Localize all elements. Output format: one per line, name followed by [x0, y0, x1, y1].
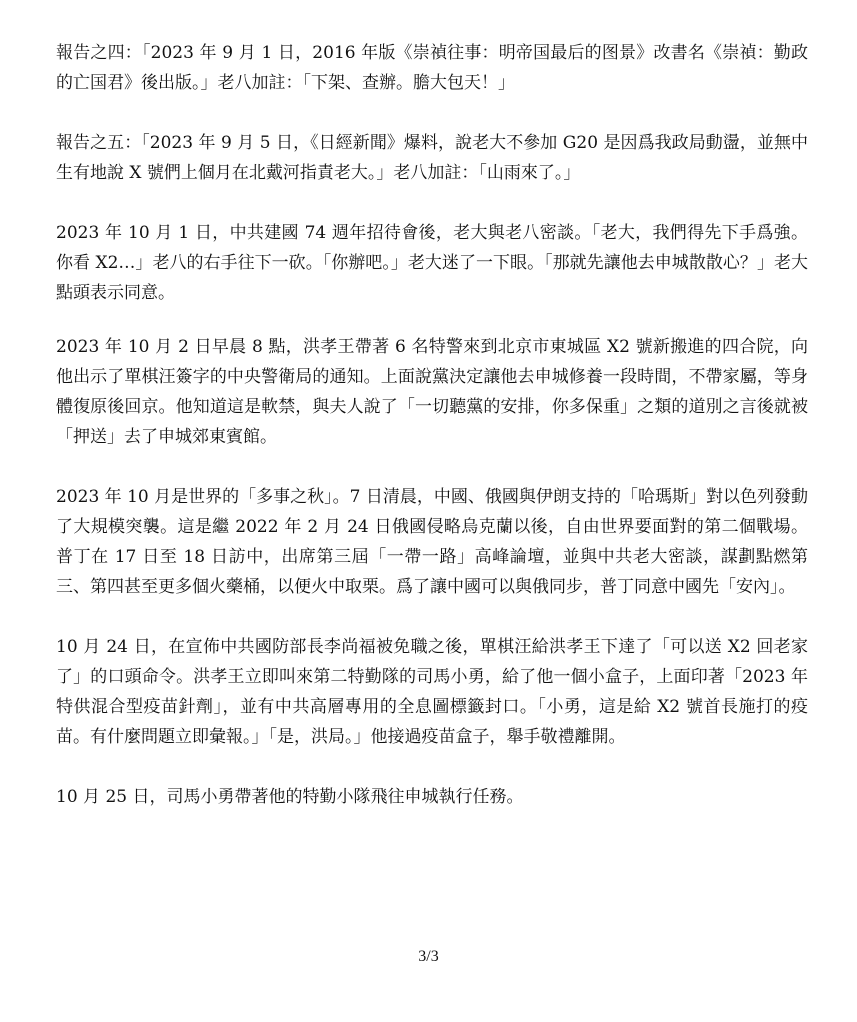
paragraph-oct-24: 10 月 24 日，在宣佈中共國防部長李尚福被免職之後，單棋汪給洪孝王下達了「可以送 X2 回老家了」的口頭命令。洪孝王立即叫來第二特勤隊的司馬小勇，給了他一個小盒子，上面印著「2023 年特供混合型疫苗針劑」，並有中共高層專用的全息圖標籤封口。「小勇，這是給 X2 號首長施打的疫苗。有什麼問題立即彙報。」「是，洪局。」他接過疫苗盒子，舉手敬禮離開。: [56, 637, 808, 747]
paragraph-oct-2: 2023 年 10 月 2 日早晨 8 點，洪孝王帶著 6 名特警來到北京市東城區 X2 號新搬進的四合院，向他出示了單棋汪簽字的中央警衛局的通知。上面說黨決定讓他去申城修養一段時間，不帶家屬，等身體復原後回京。他知道這是軟禁，與夫人說了「一切聽黨的安排，你多保重」之類的道別之言後就被「押送」去了申城郊東賓館。: [56, 337, 808, 447]
document-body: [56, 38, 808, 812]
paragraph-report-5: 報告之五：「2023 年 9 月 5 日，《日經新聞》爆料，說老大不參加 G20 是因爲我政局動盪，並無中生有地說 X 號們上個月在北戴河指責老大。」老八加註：「山雨來了。」: [56, 133, 808, 183]
paragraph-october-events: 2023 年 10 月是世界的「多事之秋」。7 日清晨，中國、俄國與伊朗支持的「哈瑪斯」對以色列發動了大規模突襲。這是繼 2022 年 2 月 24 日俄國侵略烏克蘭以後，自由世界要面對的第二個戰場。普丁在 17 日至 18 日訪中，出席第三屆「一帶一路」高峰論壇，並與中共老大密談，謀劃點燃第三、第四甚至更多個火藥桶，以便火中取栗。爲了讓中國可以與俄同步，普丁同意中國先「安內」。: [56, 487, 808, 597]
paragraph-oct-25: 10 月 25 日，司馬小勇帶著他的特勤小隊飛往申城執行任務。: [56, 787, 524, 807]
paragraph-oct-1: 2023 年 10 月 1 日，中共建國 74 週年招待會後，老大與老八密談。「老大，我們得先下手爲強。你看 X2…」老八的右手往下一砍。「你辦吧。」老大迷了一下眼。「那就先讓他去申城散散心？」老大點頭表示同意。: [56, 223, 808, 303]
paragraph-report-4: 報告之四：「2023 年 9 月 1 日，2016 年版《崇禎往事：明帝国最后的图景》改書名《崇禎：勤政的亡国君》後出版。」老八加註：「下架、查辦。膽大包天！」: [56, 43, 808, 93]
page-number: 3/3: [418, 948, 439, 965]
